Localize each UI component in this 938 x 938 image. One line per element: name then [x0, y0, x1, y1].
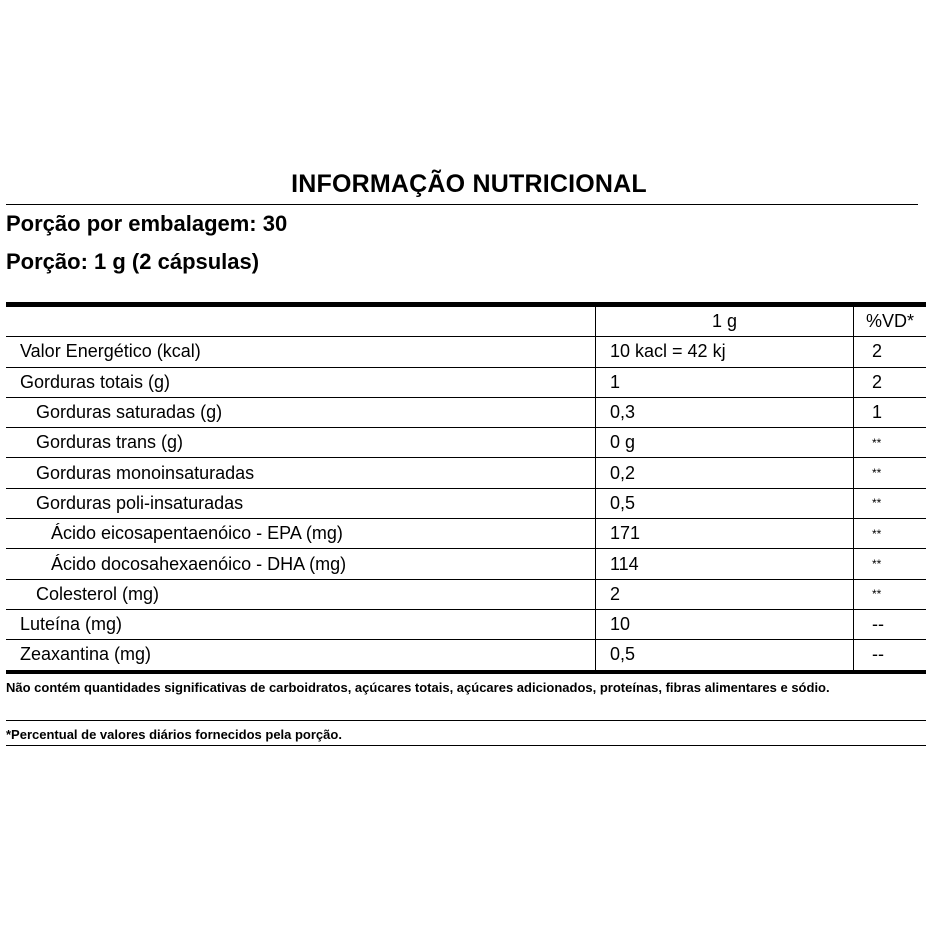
nutrient-dv: **	[854, 428, 927, 458]
table-row	[6, 488, 926, 518]
table-row	[6, 579, 926, 609]
table-row	[6, 397, 926, 427]
nutrient-dv: **	[854, 458, 927, 488]
nutrient-amount: 10 kacl = 42 kj	[596, 337, 854, 367]
nutrient-name: Valor Energético (kcal)	[6, 337, 596, 367]
nutrient-name: Colesterol (mg)	[6, 579, 596, 609]
nutrient-dv: **	[854, 519, 927, 549]
header-name-cell	[6, 307, 596, 337]
nutrient-amount: 10	[596, 609, 854, 639]
footnote-divider-bottom	[6, 745, 926, 746]
table-row	[6, 367, 926, 397]
table-header-row	[6, 307, 926, 337]
nutrient-dv: --	[854, 640, 927, 670]
header-dv: %VD*	[854, 307, 927, 337]
nutrient-name: Gorduras poli-insaturadas	[6, 488, 596, 518]
table-row	[6, 519, 926, 549]
servings-per-package: Porção por embalagem: 30	[6, 211, 288, 236]
table-row	[6, 337, 926, 367]
nutrient-dv: **	[854, 549, 927, 579]
nutrient-name: Gorduras monoinsaturadas	[6, 458, 596, 488]
thick-divider-bottom	[6, 670, 926, 674]
table-row	[6, 549, 926, 579]
nutrition-table	[6, 307, 926, 670]
nutrient-amount: 0,3	[596, 397, 854, 427]
table-row	[6, 609, 926, 639]
nutrient-name: Gorduras totais (g)	[6, 367, 596, 397]
nutrient-dv: **	[854, 488, 927, 518]
table-title: INFORMAÇÃO NUTRICIONAL	[291, 170, 647, 198]
table-row	[6, 640, 926, 670]
nutrient-dv: --	[854, 609, 927, 639]
nutrient-name: Gorduras trans (g)	[6, 428, 596, 458]
nutrient-amount: 171	[596, 519, 854, 549]
nutrient-dv: **	[854, 579, 927, 609]
nutrient-amount: 2	[596, 579, 854, 609]
footnote-not-significant: Não contém quantidades significativas de carboidratos, açúcares totais, açúcares adicionados, proteínas, fibras alimentares e sódio.	[6, 680, 830, 695]
nutrient-name: Gorduras saturadas (g)	[6, 397, 596, 427]
nutrient-amount: 114	[596, 549, 854, 579]
nutrient-name: Zeaxantina (mg)	[6, 640, 596, 670]
nutrient-amount: 0,5	[596, 488, 854, 518]
nutrient-name: Ácido eicosapentaenóico - EPA (mg)	[6, 519, 596, 549]
nutrient-amount: 0,5	[596, 640, 854, 670]
nutrient-amount: 0,2	[596, 458, 854, 488]
nutrient-name: Ácido docosahexaenóico - DHA (mg)	[6, 549, 596, 579]
title-divider	[6, 204, 918, 205]
footnote-divider	[6, 720, 926, 721]
serving-size: Porção: 1 g (2 cápsulas)	[6, 249, 260, 274]
nutrient-name: Luteína (mg)	[6, 609, 596, 639]
table-row	[6, 428, 926, 458]
nutrient-amount: 1	[596, 367, 854, 397]
nutrient-dv: 2	[854, 337, 927, 367]
nutrient-dv: 2	[854, 367, 927, 397]
nutrient-dv: 1	[854, 397, 927, 427]
table-row	[6, 458, 926, 488]
footnote-daily-values: *Percentual de valores diários fornecidos pela porção.	[6, 727, 342, 742]
header-amount: 1 g	[596, 307, 854, 337]
nutrient-amount: 0 g	[596, 428, 854, 458]
